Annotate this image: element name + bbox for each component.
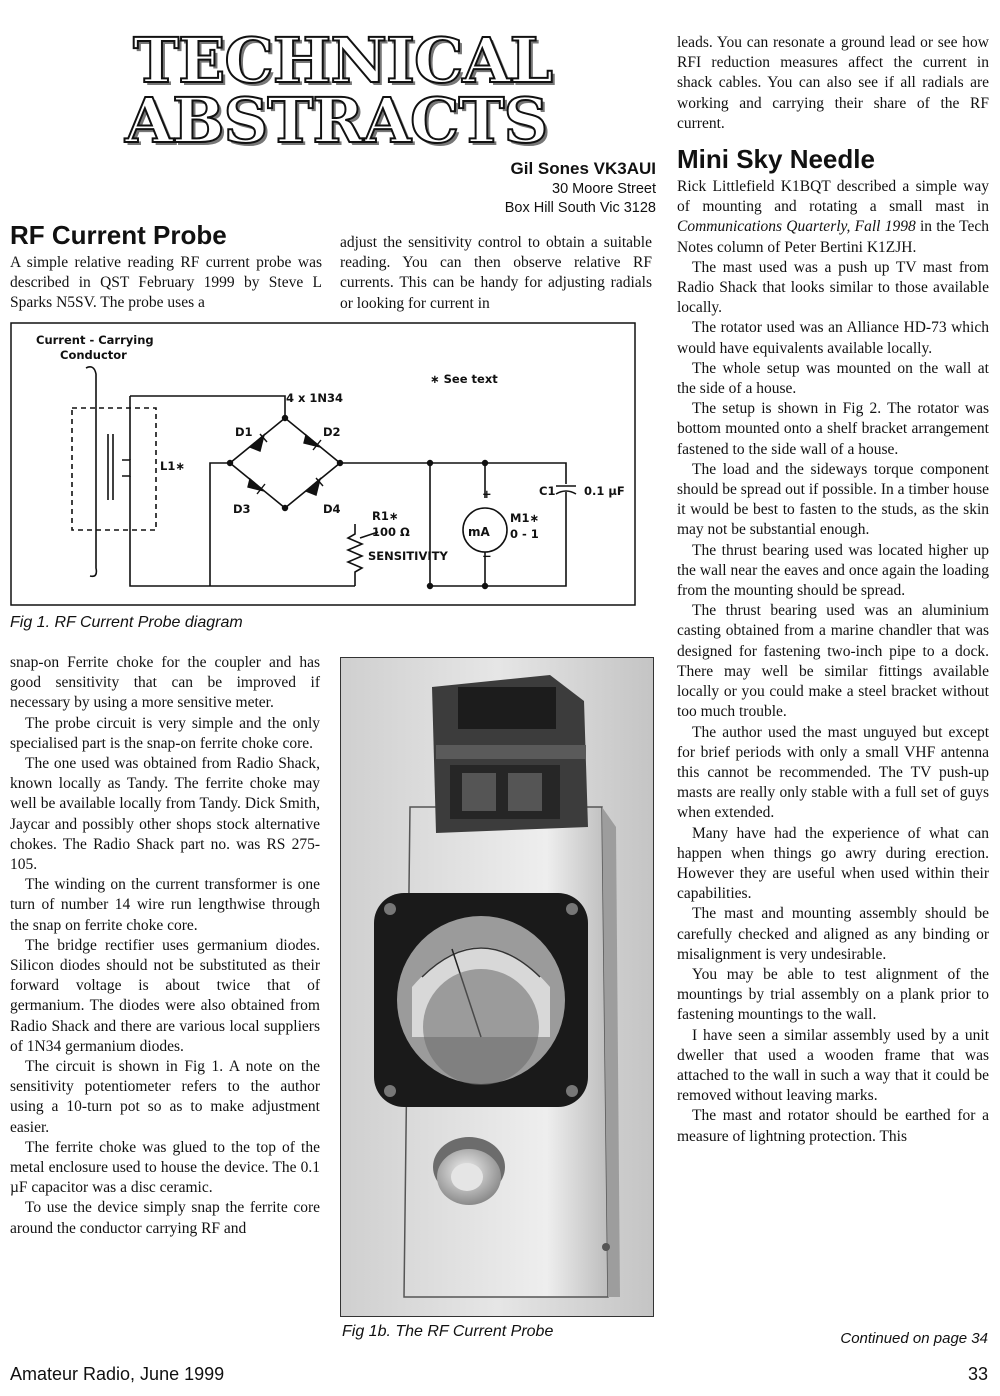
schematic-label-conductor-1: Current - Carrying bbox=[36, 333, 154, 347]
schematic-label-m1: M1∗ bbox=[510, 511, 540, 525]
paragraph: The rotator used was an Alliance HD-73 which would have equivalents available locally. bbox=[677, 319, 989, 357]
schematic-diode-d4 bbox=[306, 479, 320, 495]
schematic-label-c1-value: 0.1 µF bbox=[584, 484, 625, 498]
intro-text-end: in the Tech Notes column of Peter Bertini K1ZJH. bbox=[677, 218, 989, 256]
schematic-conductor bbox=[86, 367, 96, 576]
schematic-r1-pot bbox=[348, 524, 362, 586]
section-logo bbox=[125, 24, 565, 157]
paragraph: The circuit is shown in Fig 1. A note on the sensitivity potentiometer refers to the author using a 10-turn pot so as to make adjustment easier. bbox=[10, 1058, 320, 1136]
article-title-rf-current-probe: RF Current Probe bbox=[10, 220, 227, 250]
paragraph: snap-on Ferrite choke for the coupler and has good sensitivity that can be improved if necessary by using a more sensitive meter. bbox=[10, 654, 320, 712]
schematic-label-see-text: ∗ See text bbox=[430, 372, 498, 386]
paragraph: The thrust bearing used was located higher up the wall near the eaves and once again the loading from the mounting should be spread. bbox=[677, 541, 989, 600]
paragraph: The mast used was a push up TV mast from Radio Shack that looks similar to those available locally. bbox=[677, 258, 989, 317]
footer-publication: Amateur Radio, June 1999 bbox=[10, 1364, 225, 1384]
schematic-label-conductor-2: Conductor bbox=[60, 348, 127, 362]
article-title-mini-sky-needle: Mini Sky Needle bbox=[677, 144, 875, 175]
schematic-label-diodes: 4 x 1N34 bbox=[286, 391, 344, 405]
schematic-l1-ferrite bbox=[72, 408, 156, 530]
address-street: 30 Moore Street bbox=[552, 181, 656, 197]
paragraph: The mast and mounting assembly should be carefully checked and aligned as any binding or misalignment is very undesirable. bbox=[677, 905, 989, 963]
schematic-label-d3: D3 bbox=[233, 502, 251, 516]
paragraph: Many have had the experience of what can happen when things go awry during erection. However they are useful when used within their capabilities. bbox=[677, 824, 989, 903]
paragraph: The thrust bearing used was an aluminium casting obtained from a marine chandler that was designed for fastening two-inch pipe to a dock. There may well be similar fittings available locally or you could make a steel bracket without too much trouble. bbox=[677, 602, 989, 721]
schematic-rf-current-probe bbox=[10, 322, 636, 606]
author-block bbox=[430, 158, 656, 218]
paragraph: A simple relative reading RF current probe was described in QST February 1999 by Steve L Sparks N5SV. The probe uses a bbox=[10, 254, 322, 312]
article1-intro-col2 bbox=[340, 233, 652, 314]
paragraph: I have seen a similar assembly used by a unit dweller that used a wooden frame that was attached to the wall in such a way that it could be removed without leaving marks. bbox=[677, 1026, 989, 1105]
article1-intro-col1 bbox=[10, 253, 322, 314]
schematic-label-plus: + bbox=[482, 487, 492, 501]
article1-body-col1 bbox=[10, 653, 320, 1239]
schematic-label-r1-value: 100 Ω bbox=[372, 525, 410, 539]
logo-line-technical: TECHNICAL bbox=[133, 24, 553, 97]
footer-page-number: 33 bbox=[967, 1364, 988, 1384]
paragraph: The whole setup was mounted on the wall at the side of a house. bbox=[677, 359, 989, 398]
intro-text: Rick Littlefield K1BQT described a simple way of mounting and rotating a small mast in bbox=[677, 178, 989, 216]
paragraph: leads. You can resonate a ground lead or see how RFI reduction measures affect the current in shack cables. You can also see if all radials are working and carrying their share of the RF current. bbox=[677, 34, 989, 132]
schematic-label-c1: C1 bbox=[539, 484, 556, 498]
paragraph: The winding on the current transformer is one turn of number 14 wire run lengthwise through the snap on ferrite choke core. bbox=[10, 876, 320, 934]
paragraph: adjust the sensitivity control to obtain a suitable reading. You can then observe relative RF currents. This can be handy for adjusting radials or looking for current in bbox=[340, 234, 652, 312]
continued-on-note: Continued on page 34 bbox=[840, 1330, 988, 1347]
paragraph: The author used the mast unguyed but except for brief periods with only a small VHF antenna this cannot be recommended. The TV push-up masts are really only stable with a full set of guys when extended. bbox=[677, 723, 989, 822]
address-suburb: Box Hill South Vic 3128 bbox=[504, 200, 656, 216]
paragraph: You may be able to test alignment of the mountings by trial assembly on a plank prior to fastening mountings to the wall. bbox=[677, 965, 989, 1024]
photo-rf-current-probe bbox=[340, 657, 654, 1317]
paragraph bbox=[677, 177, 989, 258]
schematic-label-sensitivity: SENSITIVITY bbox=[368, 549, 448, 563]
schematic-label-minus: − bbox=[482, 549, 492, 563]
paragraph: The load and the sideways torque component should be spread out if possible. In a timber house it would be best to fasten to the studs, as the skin may not be substantial enough. bbox=[677, 460, 989, 539]
fig1-caption: Fig 1. RF Current Probe diagram bbox=[10, 614, 243, 631]
logo-line-abstracts: ABSTRACTS bbox=[125, 84, 548, 157]
schematic-label-d1: D1 bbox=[235, 425, 253, 439]
schematic-label-m1-range: 0 - 1 bbox=[510, 527, 539, 541]
paragraph: The bridge rectifier uses germanium diodes. Silicon diodes should not be substituted as their forward voltage is about twice that of germanium. The diodes were also obtained from Radio Shack and there are various local suppliers of 1N34 germanium diodes. bbox=[10, 936, 320, 1055]
schematic-label-d2: D2 bbox=[323, 425, 341, 439]
right-column bbox=[677, 33, 989, 1147]
paragraph: The mast and rotator should be earthed for a measure of lightning protection. This bbox=[677, 1107, 989, 1145]
paragraph: The probe circuit is very simple and the only specialised part is the snap-on ferrite choke core. bbox=[10, 714, 320, 752]
schematic-label-d4: D4 bbox=[323, 502, 341, 516]
fig1b-caption: Fig 1b. The RF Current Probe bbox=[342, 1323, 554, 1340]
paragraph: The one used was obtained from Radio Shack, known locally as Tandy. The ferrite choke may well be available locally from Tandy. Dick Smith, Jaycar and possibly other shops stock alternative chokes. The Radio Shack part no. was RS 275-105. bbox=[10, 755, 320, 874]
paragraph: The setup is shown in Fig 2. The rotator was bottom mounted onto a shelf bracket arrangement fastened to the side wall of a house. bbox=[677, 400, 989, 458]
paragraph: To use the device simply snap the ferrite core around the conductor carrying RF and bbox=[10, 1199, 320, 1237]
intro-publication: Communications Quarterly, Fall 1998 bbox=[677, 218, 916, 236]
author-name: Gil Sones VK3AUI bbox=[510, 159, 656, 178]
schematic-label-meter: mA bbox=[468, 525, 490, 539]
schematic-label-r1: R1∗ bbox=[372, 509, 399, 523]
paragraph: The ferrite choke was glued to the top of the metal enclosure used to house the device. The 0.1 µF capacitor was a disc ceramic. bbox=[10, 1138, 320, 1197]
schematic-label-l1: L1∗ bbox=[160, 459, 185, 473]
